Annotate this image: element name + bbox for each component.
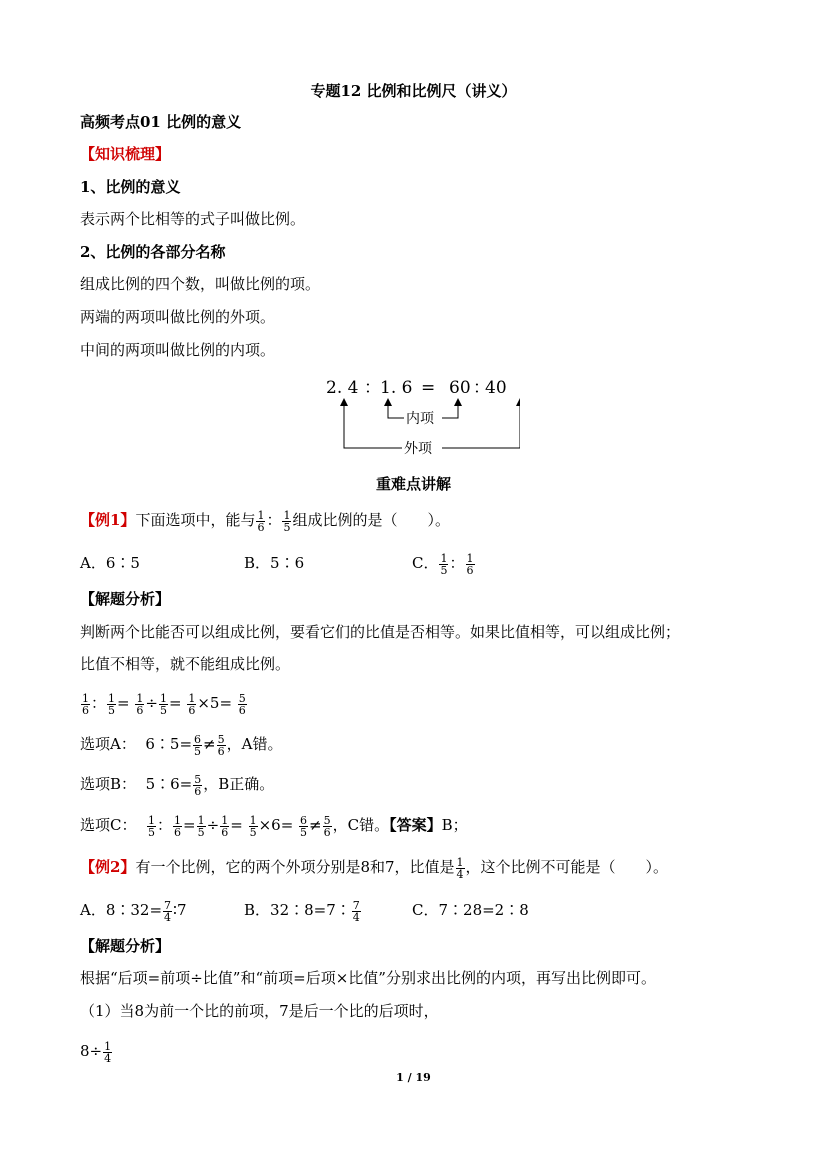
- point2-line-3: 中间的两项叫做比例的内项。: [80, 341, 276, 359]
- subheading: 重难点讲解: [375, 475, 451, 493]
- example1-option-b-analysis: 选项B： 5∶6= $\frac{5}{6}$ ，B正确。: [80, 772, 275, 798]
- example2-question: 【例2】有一个比例，它的两个外项分别是8和7，比值是 $\frac{1}{4}$ ，这个比例不可能是（ ）。: [80, 855, 669, 881]
- inner-arrowheads: [384, 398, 462, 406]
- example2-analysis-1: 根据“后项=前项÷比值”和“前项=后项×比值”分别求出比例的内项，再写出比例即可。: [80, 969, 656, 987]
- inner-label: 内项: [406, 411, 434, 427]
- example1-option-a: A．6∶5: [80, 554, 140, 572]
- example2-options: [80, 899, 767, 923]
- point2-line-2: 两端的两项叫做比例的外项。: [80, 308, 276, 326]
- diagram-equals: =: [421, 378, 436, 398]
- diagram-left-b: 1. 6: [380, 378, 413, 398]
- example1-option-c-analysis: 选项C： $\frac{1}{5}$ ： $\frac{1}{6}$ = $\frac{1}{5}$ ÷ $\frac{1}{6}$ = $\frac{1}{5}$ ×6= $\frac{6}{5}$ ≠ $\frac{5}{6}$ ，C错。【答案】B；: [80, 813, 468, 839]
- diagram-colon-2: ：: [473, 378, 490, 398]
- point1-heading: 1、比例的意义: [80, 178, 181, 196]
- answer-value: B；: [441, 816, 468, 834]
- point2-heading: 2、比例的各部分名称: [80, 243, 226, 261]
- example1-tag: 【例1】: [80, 511, 136, 529]
- example1-calc: $\frac{1}{6}$ ： $\frac{1}{5}$ = $\frac{1}{6}$ ÷ $\frac{1}{5}$ = $\frac{1}{6}$ ×5= $\frac{5}{6}$: [82, 691, 246, 717]
- example1-option-a-analysis: 选项A： 6∶5= $\frac{6}{5}$ ≠ $\frac{5}{6}$ ，A错。: [80, 732, 283, 758]
- example2-option-c: C．7∶28=2∶8: [412, 901, 529, 919]
- point2-line-1: 组成比例的四个数，叫做比例的项。: [80, 275, 321, 293]
- example1-options: [80, 552, 767, 576]
- knowledge-tag: 【知识梳理】: [80, 145, 171, 163]
- example1-analysis-tag: 【解题分析】: [80, 590, 171, 608]
- page-title: 专题12 比例和比例尺（讲义）: [310, 82, 517, 100]
- outer-label: 外项: [404, 441, 432, 457]
- diagram-left-a: 2. 4: [326, 378, 359, 398]
- example1-analysis-2: 比值不相等，就不能组成比例。: [80, 655, 291, 673]
- page-number: 1 / 19: [396, 1071, 431, 1084]
- example1-question: 【例1】下面选项中，能与 $\frac{1}{6}$ ： $\frac{1}{5}$ 组成比例的是（ ）。: [80, 508, 450, 534]
- example2-tag: 【例2】: [80, 858, 136, 876]
- example2-calc-start: 8÷ $\frac{1}{4}$: [80, 1039, 112, 1065]
- example2-option-a: A．8∶32= $\frac{7}{4}$ ∶7: [80, 898, 187, 924]
- example2-analysis-tag: 【解题分析】: [80, 937, 171, 955]
- proportion-diagram: [320, 372, 520, 460]
- example1-analysis-1: 判断两个比能否可以组成比例，要看它们的比值是否相等。如果比值相等，可以组成比例；: [80, 623, 681, 641]
- example1-option-b: B．5∶6: [244, 554, 305, 572]
- example2-analysis-2: （1）当8为前一个比的前项，7是后一个比的后项时，: [80, 1002, 439, 1020]
- section-heading: 高频考点01 比例的意义: [80, 113, 242, 131]
- diagram-right-b: 40: [485, 378, 507, 398]
- example2-option-b: B．32∶8=7∶ $\frac{7}{4}$: [244, 898, 360, 924]
- point1-text: 表示两个比相等的式子叫做比例。: [80, 210, 306, 228]
- answer-tag: 【答案】: [389, 816, 442, 834]
- outer-arrowheads: [340, 398, 520, 406]
- diagram-colon-1: ：: [364, 378, 381, 398]
- diagram-right-a: 60: [449, 378, 471, 398]
- example1-option-c: C． $\frac{1}{5}$ ： $\frac{1}{6}$: [412, 551, 474, 577]
